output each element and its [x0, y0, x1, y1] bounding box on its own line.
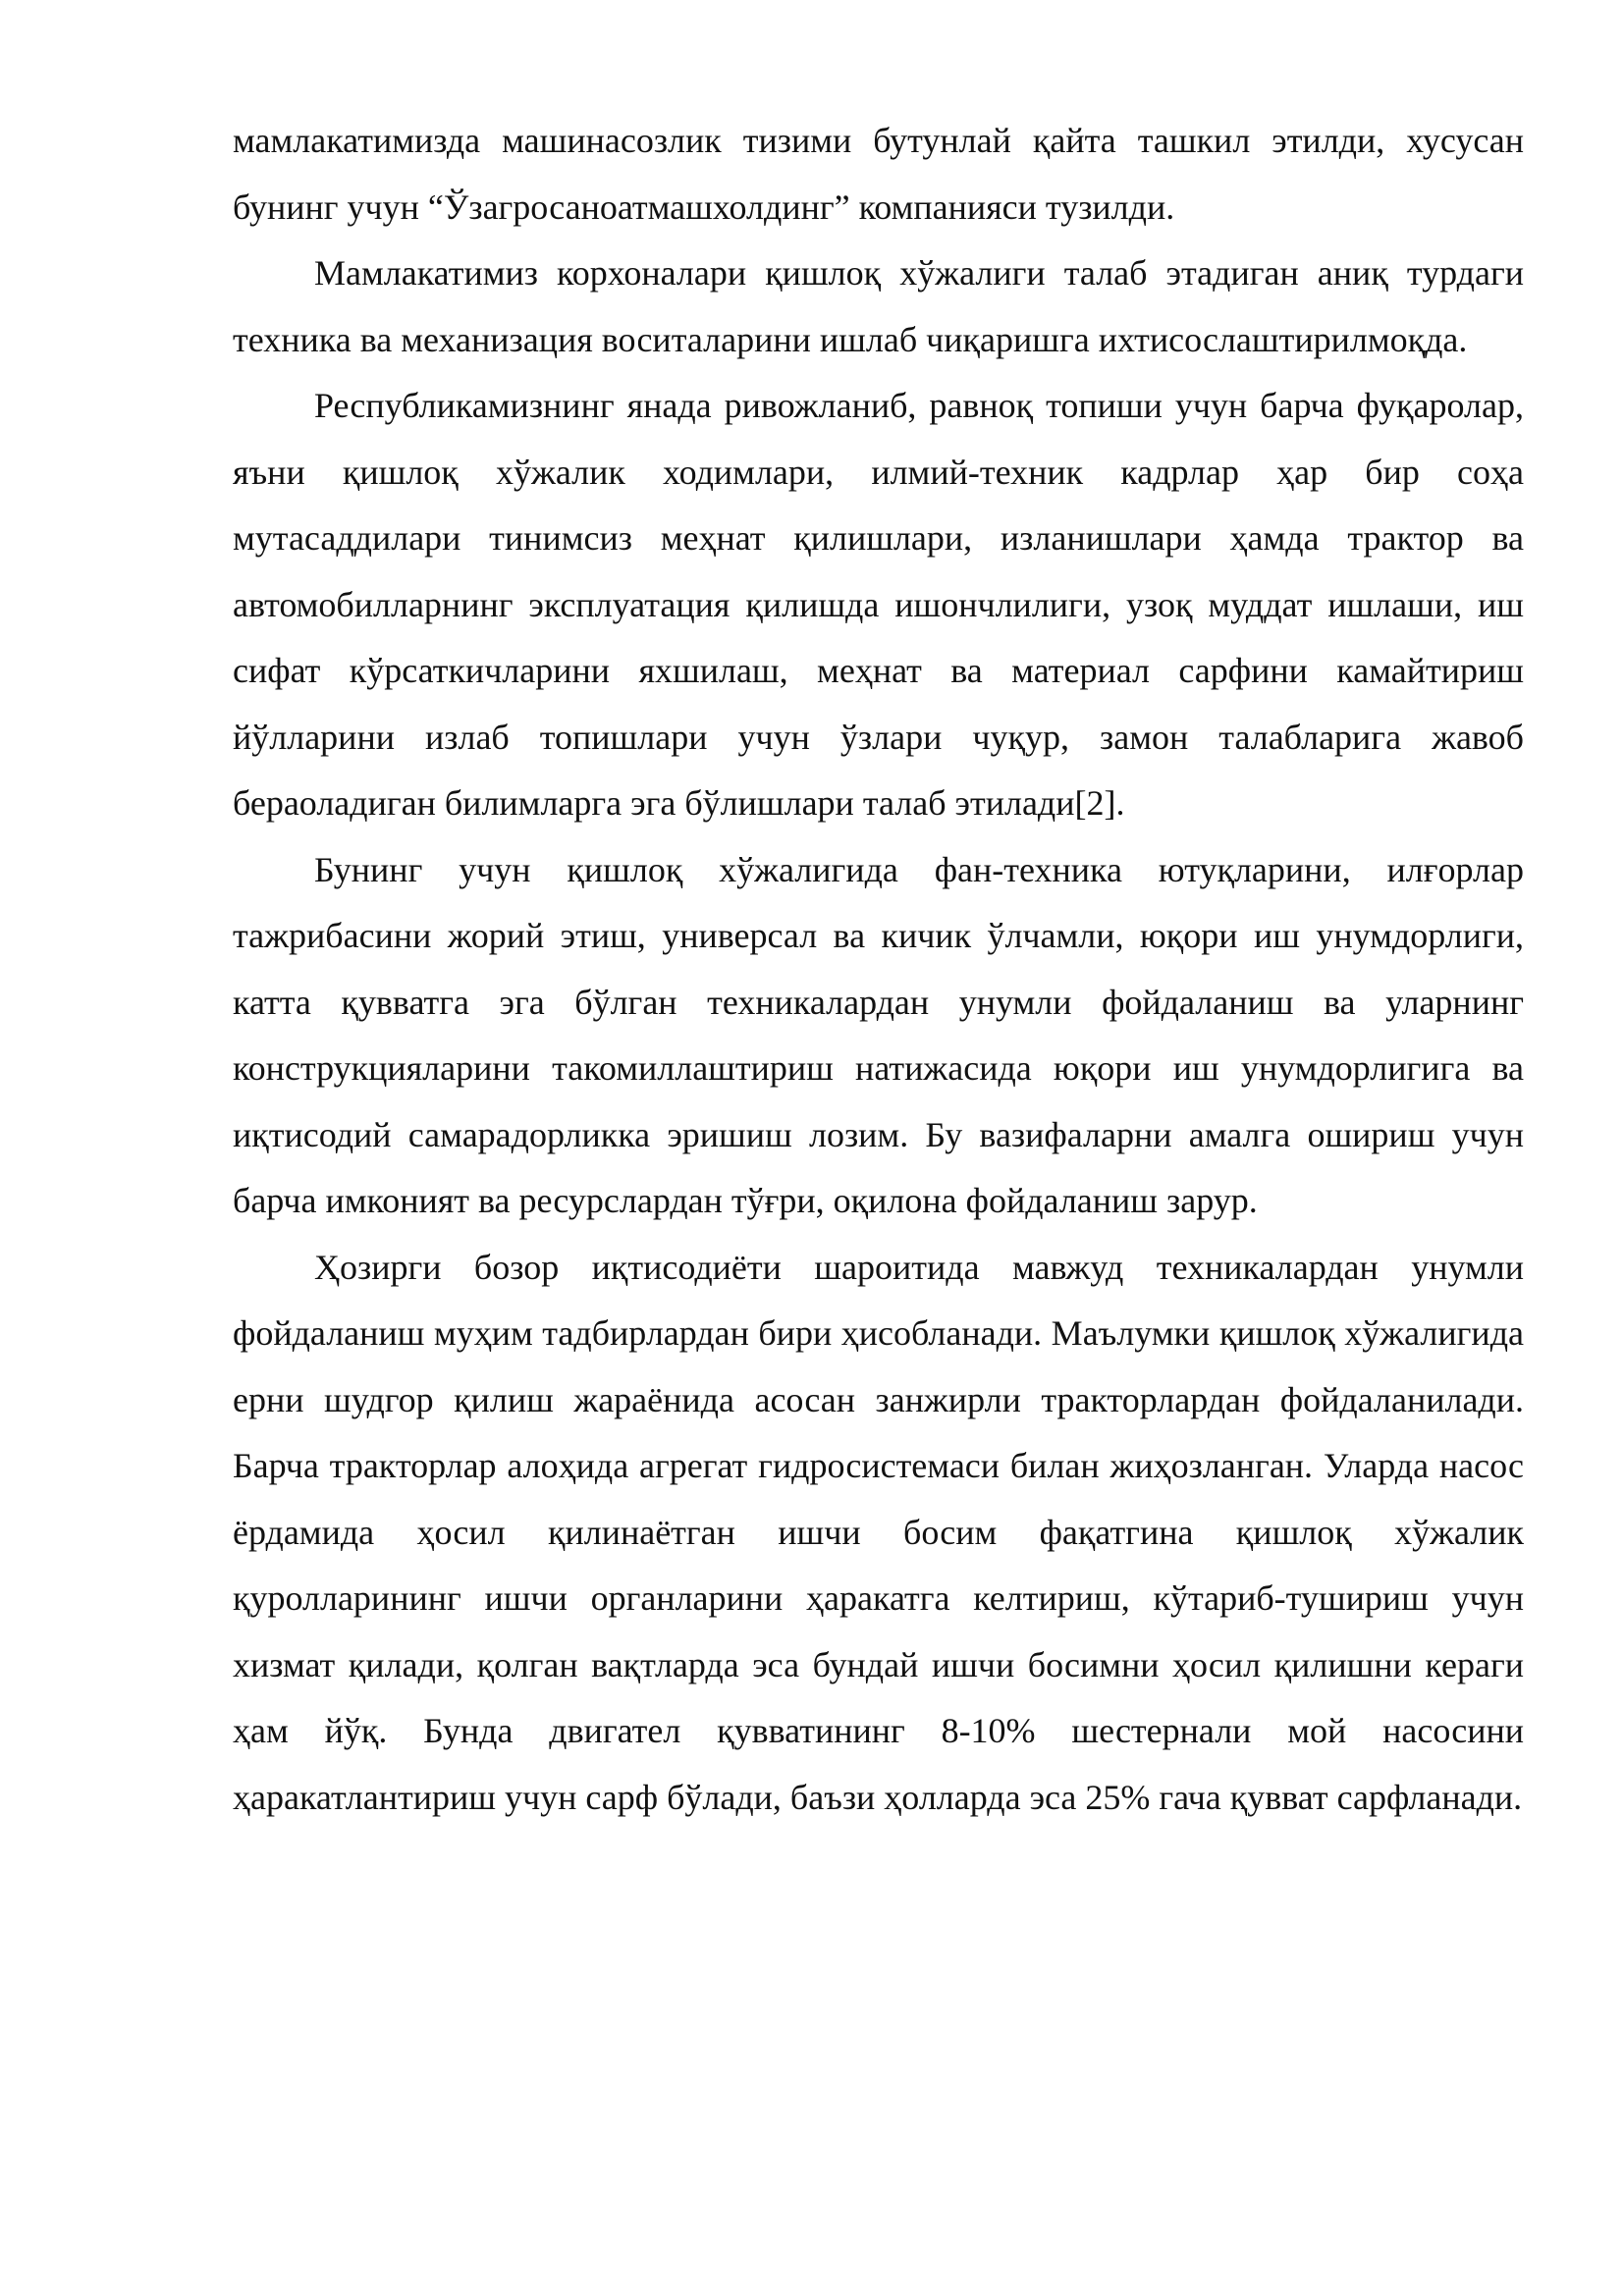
- paragraph-3: Республикамизнинг янада ривожланиб, равноқ топиши учун барча фуқаролар, яъни қишлоқ хўжалик ходимлари, илмий-техник кадрлар ҳар бир соҳа мутасаддилари тинимсиз меҳнат қилишлари, изланишлари ҳамда трактор ва автомобилларнинг эксплуатация қилишда ишончлилиги, узоқ муддат ишлаши, иш сифат кўрсаткичларини яхшилаш, меҳнат ва материал сарфини камайтириш йўлларини излаб топишлари учун ўзлари чуқур, замон талабларига жавоб бераоладиган билимларга эга бўлишлари талаб этилади[2].: [233, 386, 1524, 823]
- paragraph-5: Ҳозирги бозор иқтисодиёти шароитида мавжуд техникалардан унумли фойдаланиш муҳим тадбирлардан бири ҳисобланади. Маълумки қишлоқ хўжалигида ерни шудгор қилиш жараёнида асосан занжирли тракторлардан фойдаланилади. Барча тракторлар алоҳида агрегат гидросистемаси билан жиҳозланган. Уларда насос ёрдамида ҳосил қилинаётган ишчи босим фақатгина қишлоқ хўжалик қуролларининг ишчи органларини ҳаракатга келтириш, кўтариб-тушириш учун хизмат қилади, қолган вақтларда эса бундай ишчи босимни ҳосил қилишни кераги ҳам йўқ. Бунда двигател қувватининг 8-10% шестернали мой насосини ҳаракатлантириш учун сарф бўлади, баъзи ҳолларда эса 25% гача қувват сарфланади.: [233, 1247, 1524, 1817]
- body-text: [233, 108, 1524, 1831]
- paragraph-2: Мамлакатимиз корхоналари қишлоқ хўжалиги талаб этадиган аниқ турдаги техника ва механизация воситаларини ишлаб чиқаришга ихтисослаштирилмоқда.: [233, 253, 1524, 359]
- paragraph-1: мамлакатимизда машинасозлик тизими бутунлай қайта ташкил этилди, хусусан бунинг учун “Ўзагросаноатмашхолдинг” компанияси тузилди.: [233, 121, 1524, 227]
- paragraph-4: Бунинг учун қишлоқ хўжалигида фан-техника ютуқларини, илғорлар тажрибасини жорий этиш, универсал ва кичик ўлчамли, юқори иш унумдорлиги, катта қувватга эга бўлган техникалардан унумли фойдаланиш ва уларнинг конструкцияларини такомиллаштириш натижасида юқори иш унумдорлигига ва иқтисодий самарадорликка эришиш лозим. Бу вазифаларни амалга ошириш учун барча имконият ва ресурслардан тўғри, оқилона фойдаланиш зарур.: [233, 849, 1524, 1220]
